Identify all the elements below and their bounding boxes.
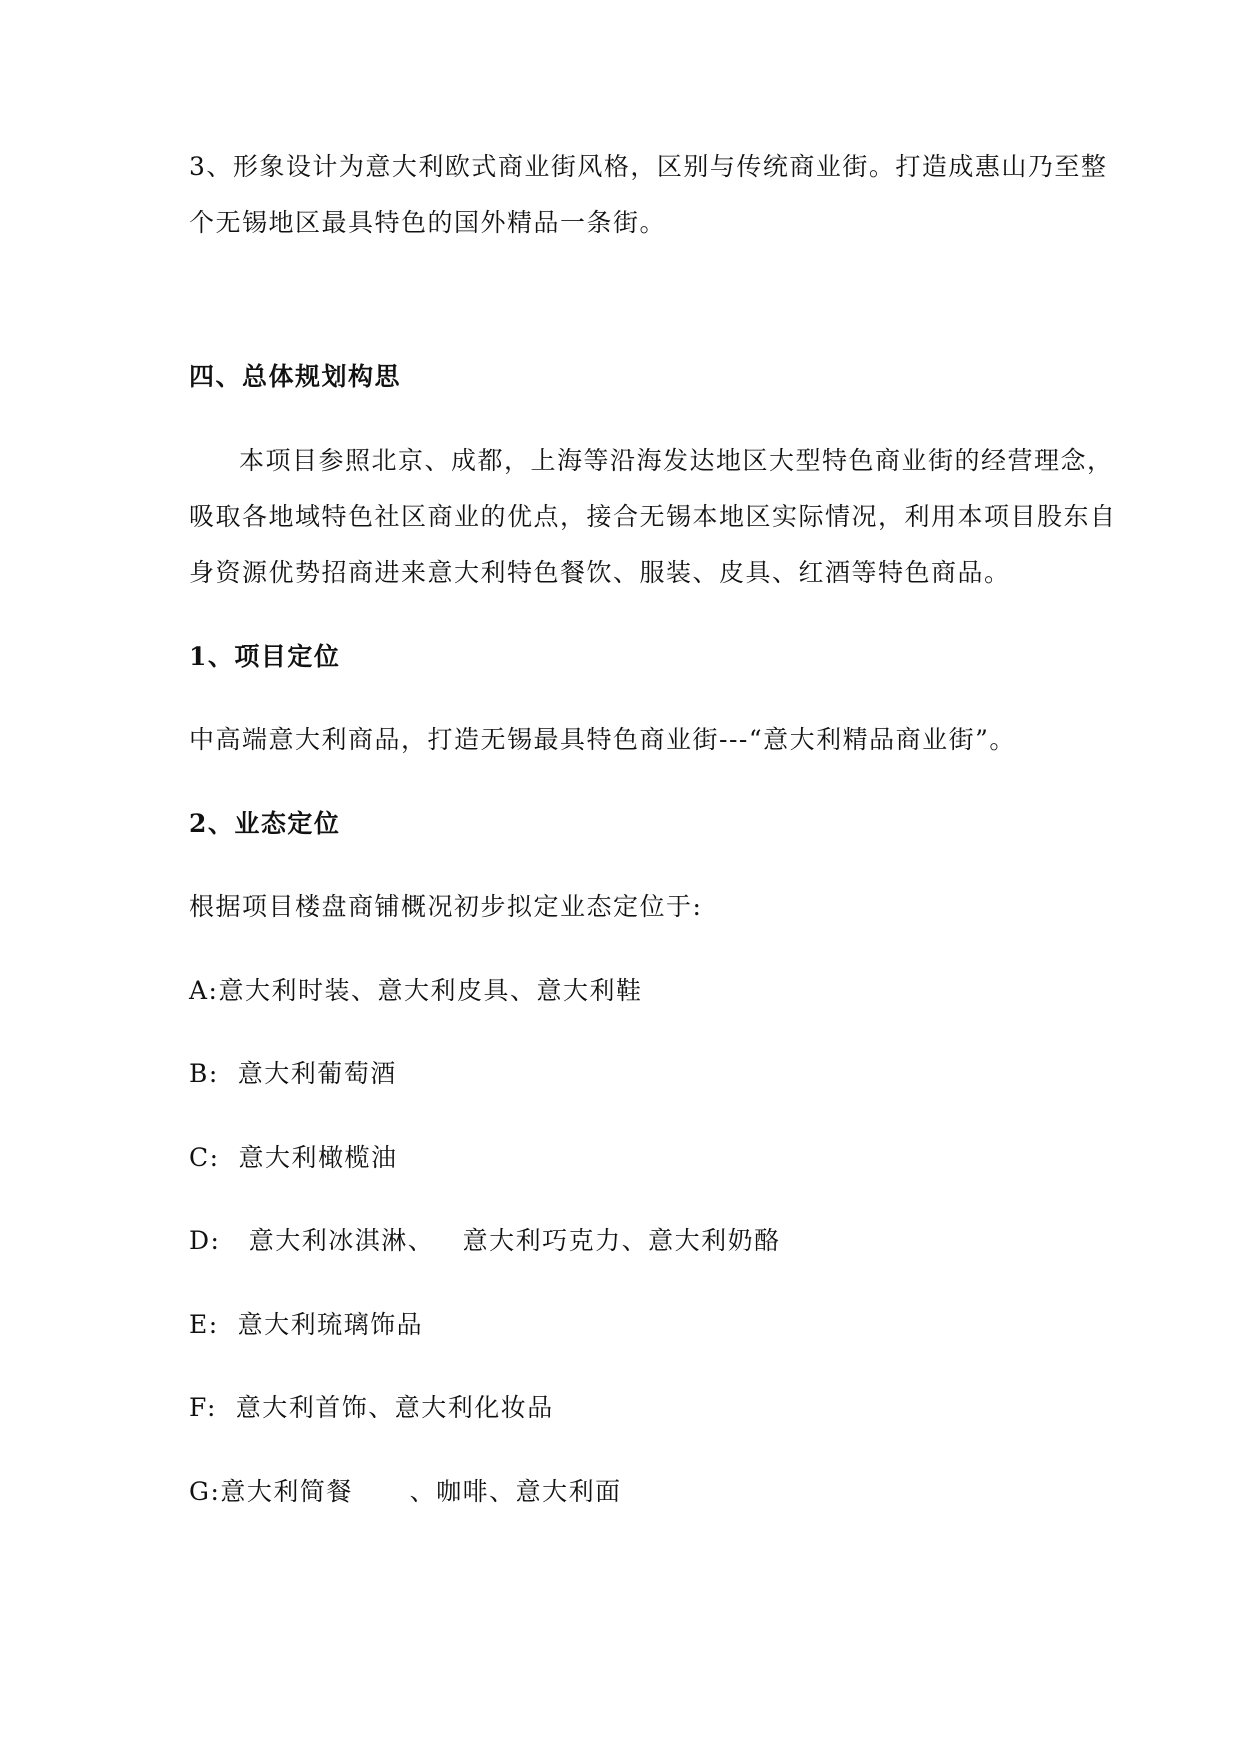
list-item: F: 意大利首饰、意大利化妆品 xyxy=(189,1393,554,1422)
business-format-intro: 根据项目楼盘商铺概况初步拟定业态定位于: xyxy=(189,892,703,921)
list-item: A:意大利时装、意大利皮具、意大利鞋 xyxy=(189,976,643,1005)
list-item: E: 意大利琉璃饰品 xyxy=(189,1310,424,1339)
list-item: G:意大利简餐 、咖啡、意大利面 xyxy=(189,1477,622,1506)
item3-line-1: 3、形象设计为意大利欧式商业街风格，区别与传统商业街。打造成惠山乃至整 xyxy=(189,152,1108,181)
positioning-text: 中高端意大利商品，打造无锡最具特色商业街---“意大利精品商业街”。 xyxy=(189,725,1016,754)
section-heading: 四、总体规划构思 xyxy=(189,362,402,391)
subsection-heading-positioning: 1、项目定位 xyxy=(189,642,341,671)
intro-line-2: 吸取各地域特色社区商业的优点，接合无锡本地区实际情况，利用本项目股东自 xyxy=(189,502,1117,531)
list-item: B: 意大利葡萄酒 xyxy=(189,1059,397,1088)
subsection-heading-business-format: 2、业态定位 xyxy=(189,809,341,838)
intro-line-3: 身资源优势招商进来意大利特色餐饮、服装、皮具、红酒等特色商品。 xyxy=(189,558,1011,587)
intro-line-1: 本项目参照北京、成都，上海等沿海发达地区大型特色商业街的经营理念， xyxy=(239,446,1114,475)
list-item: C: 意大利橄榄油 xyxy=(189,1143,398,1172)
list-item: D: 意大利冰淇淋、 意大利巧克力、意大利奶酪 xyxy=(189,1226,781,1255)
item3-line-2: 个无锡地区最具特色的国外精品一条街。 xyxy=(189,208,667,237)
